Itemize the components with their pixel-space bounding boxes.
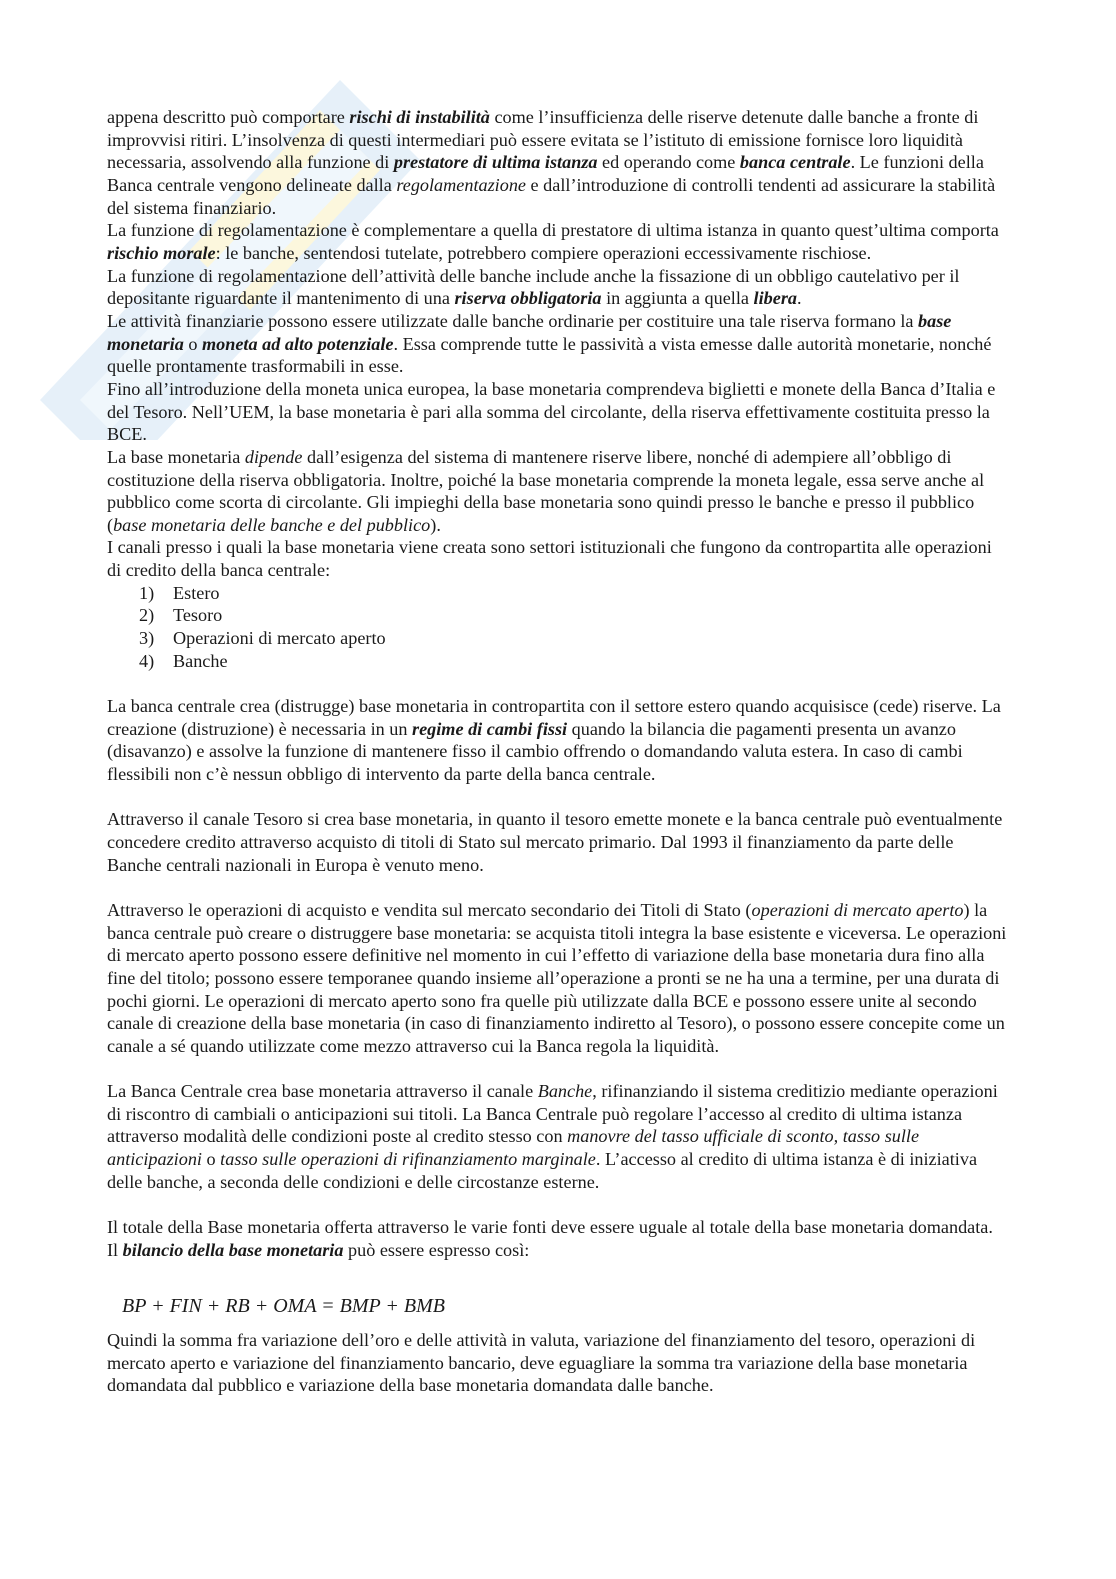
paragraph-p9 — [107, 808, 1007, 876]
text-run: La base monetaria — [107, 446, 245, 467]
channel-list — [107, 582, 1007, 673]
list-label: Banche — [173, 650, 228, 671]
conclusion-paragraph — [107, 1329, 1007, 1397]
text-run: La banca centrale crea (distrugge) base monetaria in contropartita con il settore estero quando acquisisce (cede) riserve. La creazione (distruzione) è necessaria in un — [107, 696, 1001, 739]
paragraph-p7 — [107, 536, 1007, 581]
text-run: Quindi la somma fra variazione dell’oro e delle attività in valuta, variazione del finanziamento del tesoro, operazioni di mercato aperto e variazione del finanziamento bancario, deve eguagliare la somma tra variazione della base monetaria domandata dal pubblico e variazione della base monetaria domandata dalle banche. — [107, 1330, 976, 1396]
list-label: Operazioni di mercato aperto — [173, 628, 386, 649]
text-run: come l’insufficienza delle riserve detenute dalle banche a fronte di improvvisi ritiri. L’insolvenza di questi intermediari può essere evitata se l’istituto di emissione fornisce loro liquidità necessaria, assolvendo alla funzione di — [107, 107, 979, 173]
text-run: quando la bilancia die pagamenti presenta un avanzo (disavanzo) e assolve la funzione di mantenere fisso il cambio offrendo o domandando valuta estera. In caso di cambi flessibili non c’è nessun obbligo di intervento da parte della banca centrale. — [107, 718, 963, 785]
paragraph-spacer — [107, 876, 1007, 899]
list-number: 2) — [139, 605, 155, 626]
text-run: ). — [430, 514, 441, 535]
paragraph-spacer — [107, 1193, 1007, 1216]
paragraph-spacer — [107, 1058, 1007, 1081]
channel-list-item — [139, 627, 1007, 650]
text-run: . — [797, 288, 802, 309]
channel-list-item — [139, 650, 1007, 673]
paragraph-p1 — [107, 106, 1007, 219]
emphasis-text: bilancio della base monetaria — [122, 1239, 344, 1260]
list-number: 3) — [139, 628, 155, 649]
text-run: I canali presso i quali la base monetaria viene creata sono settori istituzionali che fungono da contropartita alle operazioni di credito della banca centrale: — [107, 537, 992, 581]
text-run: Fino all’introduzione della moneta unica europea, la base monetaria comprendeva biglietti e monete della Banca d’Italia e del Tesoro. Nell’UEM, la base monetaria è pari alla somma del circolante, della riserva effettivamente costituita presso la BCE. — [107, 378, 996, 445]
paragraph-spacer — [107, 1261, 1007, 1284]
paragraph-p6 — [107, 446, 1007, 537]
emphasis-text: tasso sulle operazioni di rifinanziamento marginale — [220, 1149, 596, 1170]
emphasis-text: riserva obbligatoria — [454, 288, 602, 309]
channel-list-item — [139, 604, 1007, 627]
emphasis-text: manovre del tasso ufficiale di sconto, tasso sulle anticipazioni — [107, 1126, 920, 1170]
paragraph-p4 — [107, 310, 1007, 378]
paragraph-p3 — [107, 265, 1007, 310]
monetary-base-formula: BP + FIN + RB + OMA = BMP + BMB — [122, 1295, 445, 1318]
list-number: 1) — [139, 582, 155, 603]
paragraph-spacer — [107, 786, 1007, 809]
emphasis-text: moneta ad alto potenziale — [202, 333, 394, 354]
text-run: in aggiunta a quella — [601, 288, 754, 309]
text-run: ed operando come — [597, 152, 740, 173]
paragraph-p11 — [107, 1080, 1007, 1193]
paragraph-p12 — [107, 1216, 1007, 1261]
body-paragraphs-after-list — [107, 695, 1007, 1284]
text-run: Le attività finanziarie possono essere utilizzate dalle banche ordinarie per costituire una tale riserva formano la — [107, 310, 919, 331]
list-label: Tesoro — [173, 605, 223, 626]
paragraph-p2 — [107, 219, 1007, 264]
text-run: La funzione di regolamentazione dell’attività delle banche include anche la fissazione di un obbligo cautelativo per il depositante riguardante il mantenimento di una — [107, 265, 960, 309]
emphasis-text: base monetaria delle banche e del pubblico — [113, 514, 431, 535]
text-run: , rifinanziando il sistema creditizio mediante operazioni di riscontro di cambiali o anticipazioni sui titoli. La Banca Centrale può regolare l’accesso al credito di ultima istanza attraverso modalità delle condizioni poste al credito stesso con — [107, 1081, 998, 1147]
paragraph-p8 — [107, 695, 1007, 786]
list-number: 4) — [139, 650, 155, 671]
text-run: : le banche, sentendosi tutelate, potrebbero compiere operazioni eccessivamente rischiose. — [215, 242, 872, 263]
text-run: può essere espresso così: — [343, 1239, 530, 1260]
emphasis-text: regime di cambi fissi — [412, 718, 568, 739]
text-run: . Essa comprende tutte le passività a vista emesse dalle autorità monetarie, nonché quelle prontamente trasformabili in esse. — [107, 333, 992, 377]
text-run: ) la banca centrale può creare o distruggere base monetaria: se acquista titoli integra la base esistente e viceversa. Le operazioni di mercato aperto possono essere definitive nel momento in cui l’effetto di variazione della base monetaria dura fino alla fine del titolo; possono essere temporanee quando insieme all’operazione a pronti se ne ha una a termine, per una durata di pochi giorni. Le operazioni di mercato aperto sono fra quelle più utilizzate dalla BCE e possono essere unite al secondo canale di creazione della base monetaria (in caso di finanziamento indiretto al Tesoro), o possono essere concepite come un canale a sé quando utilizzate come mezzo attraverso cui la Banca regola la liquidità. — [107, 899, 1007, 1056]
text-run: Attraverso il canale Tesoro si crea base monetaria, in quanto il tesoro emette monete e la banca centrale può eventualmente concedere credito attraverso acquisto di titoli di Stato sul mercato primario. Dal 1993 il finanziamento da parte delle Banche centrali nazionali in Europa è venuto meno. — [107, 809, 1003, 875]
list-label: Estero — [173, 582, 220, 603]
emphasis-text: banca centrale — [739, 152, 851, 173]
paragraph-p10 — [107, 899, 1007, 1058]
paragraph-p5 — [107, 378, 1007, 446]
document-page — [107, 106, 1007, 1397]
emphasis-text: base monetaria — [107, 310, 952, 354]
text-run: o — [201, 1149, 221, 1170]
text-run: . L’accesso al credito di ultima istanza è di iniziativa delle banche, a seconda delle condizioni e delle circostanze esterne. — [107, 1149, 978, 1192]
text-run: Il totale della Base monetaria offerta attraverso le varie fonti deve essere uguale al totale della base monetaria domandata. Il — [107, 1217, 993, 1260]
emphasis-text: dipende — [244, 446, 303, 467]
text-run: o — [183, 333, 202, 354]
text-run: La funzione di regolamentazione è complementare a quella di prestatore di ultima istanza in quanto quest’ultima comporta — [107, 220, 999, 241]
text-run: . Le funzioni della Banca centrale vengono delineate dalla — [107, 152, 984, 195]
emphasis-text: prestatore di ultima istanza — [393, 152, 598, 173]
channel-list-item — [139, 582, 1007, 605]
emphasis-text: regolamentazione — [396, 174, 526, 195]
emphasis-text: operazioni di mercato aperto — [751, 899, 964, 920]
body-paragraphs — [107, 106, 1007, 582]
text-run: e dall’introduzione di controlli tendenti ad assicurare la stabilità del sistema finanziario. — [107, 174, 996, 218]
emphasis-text: rischi di instabilità — [349, 107, 490, 127]
emphasis-text: rischio morale — [107, 242, 216, 263]
paragraph-p13 — [107, 1329, 1007, 1397]
text-run: La Banca Centrale crea base monetaria attraverso il canale — [107, 1081, 538, 1102]
text-run: Attraverso le operazioni di acquisto e vendita sul mercato secondario dei Titoli di Stato ( — [107, 899, 752, 920]
emphasis-text: libera — [753, 288, 797, 309]
emphasis-text: Banche — [537, 1081, 593, 1102]
text-run: dall’esigenza del sistema di mantenere riserve libere, nonché di adempiere all’obbligo di costituzione della riserva obbligatoria. Inoltre, poiché la base monetaria comprende la moneta legale, essa serve anche al pubblico come scorta di circolante. Gli impieghi della base monetaria sono quindi presso le banche e presso il pubblico ( — [107, 446, 985, 535]
text-run: appena descritto può comportare — [107, 107, 350, 127]
